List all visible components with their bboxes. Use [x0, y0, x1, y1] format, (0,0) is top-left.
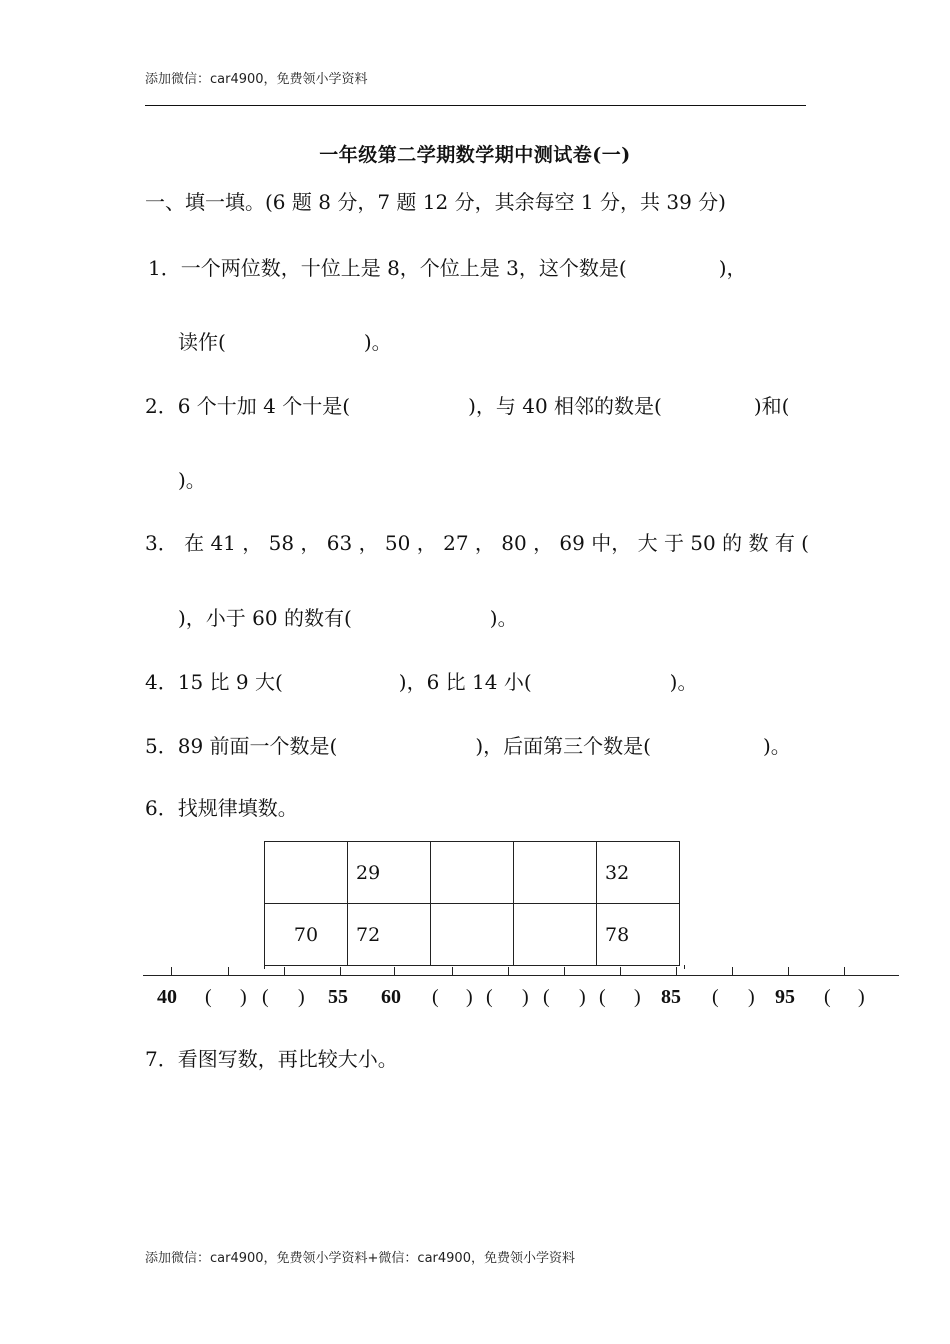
page-title: 一年级第二学期数学期中测试卷(一) [319, 144, 631, 166]
number-line-paren-open[interactable]: ( [262, 986, 269, 1008]
grid-cell[interactable] [514, 842, 597, 904]
question-3-line-1: 3． 在 41 ， 58 ， 63 ， 50 ， 27 ， 80 ， 69 中， 大 于 50 的 数 有 ( [145, 531, 809, 555]
number-line-tick [788, 967, 789, 975]
q1b-text: 读作( [178, 330, 226, 354]
grid-extension-line [684, 965, 685, 969]
grid-cell: 29 [348, 842, 431, 904]
question-1-line-2 [178, 326, 392, 355]
number-line-tick [284, 967, 285, 975]
grid-row-2 [265, 904, 680, 966]
number-line-label: 40 [157, 986, 177, 1008]
header-watermark: 添加微信：car4900，免费领小学资料 [145, 72, 368, 87]
grid-row-1 [265, 842, 680, 904]
number-line-paren-close: ) [298, 986, 305, 1008]
q4-text: 4．15 比 9 大( [145, 670, 283, 694]
number-line-label: 60 [381, 986, 401, 1008]
q2-text-end: )和( [753, 394, 790, 418]
question-4 [145, 666, 697, 695]
number-line-paren-open[interactable]: ( [599, 986, 606, 1008]
number-line-tick [732, 967, 733, 975]
footer-watermark: 添加微信：car4900，免费领小学资料+微信：car4900，免费领小学资料 [145, 1251, 575, 1266]
header-rule [145, 105, 806, 106]
q2-text: 2．6 个十加 4 个十是( [145, 394, 351, 418]
grid-cell[interactable] [514, 904, 597, 966]
q1-text-end: )， [718, 256, 747, 280]
number-line-paren-close: ) [748, 986, 755, 1008]
number-line-paren-open[interactable]: ( [432, 986, 439, 1008]
number-line-tick [844, 967, 845, 975]
grid-extension-line [264, 965, 265, 969]
number-line-tick [564, 967, 565, 975]
q5-text: 5．89 前面一个数是( [145, 734, 338, 758]
question-2-line-2 [178, 464, 206, 493]
number-line-tick [228, 967, 229, 975]
number-line-tick [394, 967, 395, 975]
number-line-label: 85 [661, 986, 681, 1008]
number-line-label: 95 [775, 986, 795, 1008]
question-2-line-1 [145, 390, 789, 419]
number-line-paren-open[interactable]: ( [543, 986, 550, 1008]
number-line-paren-close: ) [466, 986, 473, 1008]
number-line-paren-open[interactable]: ( [205, 986, 212, 1008]
q3b-text: )，小于 60 的数有( [178, 606, 352, 630]
number-line-paren-open[interactable]: ( [486, 986, 493, 1008]
q2-text-mid: )，与 40 相邻的数是( [468, 394, 662, 418]
grid-cell[interactable] [265, 842, 348, 904]
grid-cell: 78 [597, 904, 680, 966]
q4-text-end: )。 [669, 670, 698, 694]
number-line-tick [508, 967, 509, 975]
question-1-line-1 [148, 252, 747, 281]
number-line-tick [676, 967, 677, 975]
number-line-tick [171, 967, 172, 975]
question-7: 7．看图写数，再比较大小。 [145, 1047, 398, 1071]
q1-text: 1．一个两位数，十位上是 8，个位上是 3，这个数是( [148, 256, 627, 280]
grid-cell: 32 [597, 842, 680, 904]
grid-cell: 72 [348, 904, 431, 966]
q4-text-mid: )，6 比 14 小( [398, 670, 532, 694]
section-heading: 一、填一填。(6 题 8 分，7 题 12 分，其余每空 1 分，共 39 分) [145, 190, 726, 214]
number-line-tick [620, 967, 621, 975]
number-line-label: 55 [328, 986, 348, 1008]
q3b-text-end: )。 [489, 606, 518, 630]
number-line-paren-close: ) [858, 986, 865, 1008]
question-3-line-2 [178, 602, 518, 631]
grid-cell[interactable] [431, 904, 514, 966]
number-line-paren-open[interactable]: ( [712, 986, 719, 1008]
pattern-grid [264, 841, 680, 966]
number-line-paren-close: ) [522, 986, 529, 1008]
question-5 [145, 730, 791, 759]
grid-cell: 70 [265, 904, 348, 966]
number-line-paren-close: ) [240, 986, 247, 1008]
number-line-paren-open[interactable]: ( [824, 986, 831, 1008]
q2b-text: )。 [178, 468, 206, 492]
number-line-paren-close: ) [634, 986, 641, 1008]
number-line-tick [340, 967, 341, 975]
grid-cell[interactable] [431, 842, 514, 904]
number-line-paren-close: ) [579, 986, 586, 1008]
number-line-tick [452, 967, 453, 975]
question-6: 6．找规律填数。 [145, 796, 298, 820]
q5-text-end: )。 [762, 734, 791, 758]
q1b-text-end: )。 [363, 330, 392, 354]
number-line-axis [143, 975, 899, 976]
q5-text-mid: )，后面第三个数是( [475, 734, 651, 758]
